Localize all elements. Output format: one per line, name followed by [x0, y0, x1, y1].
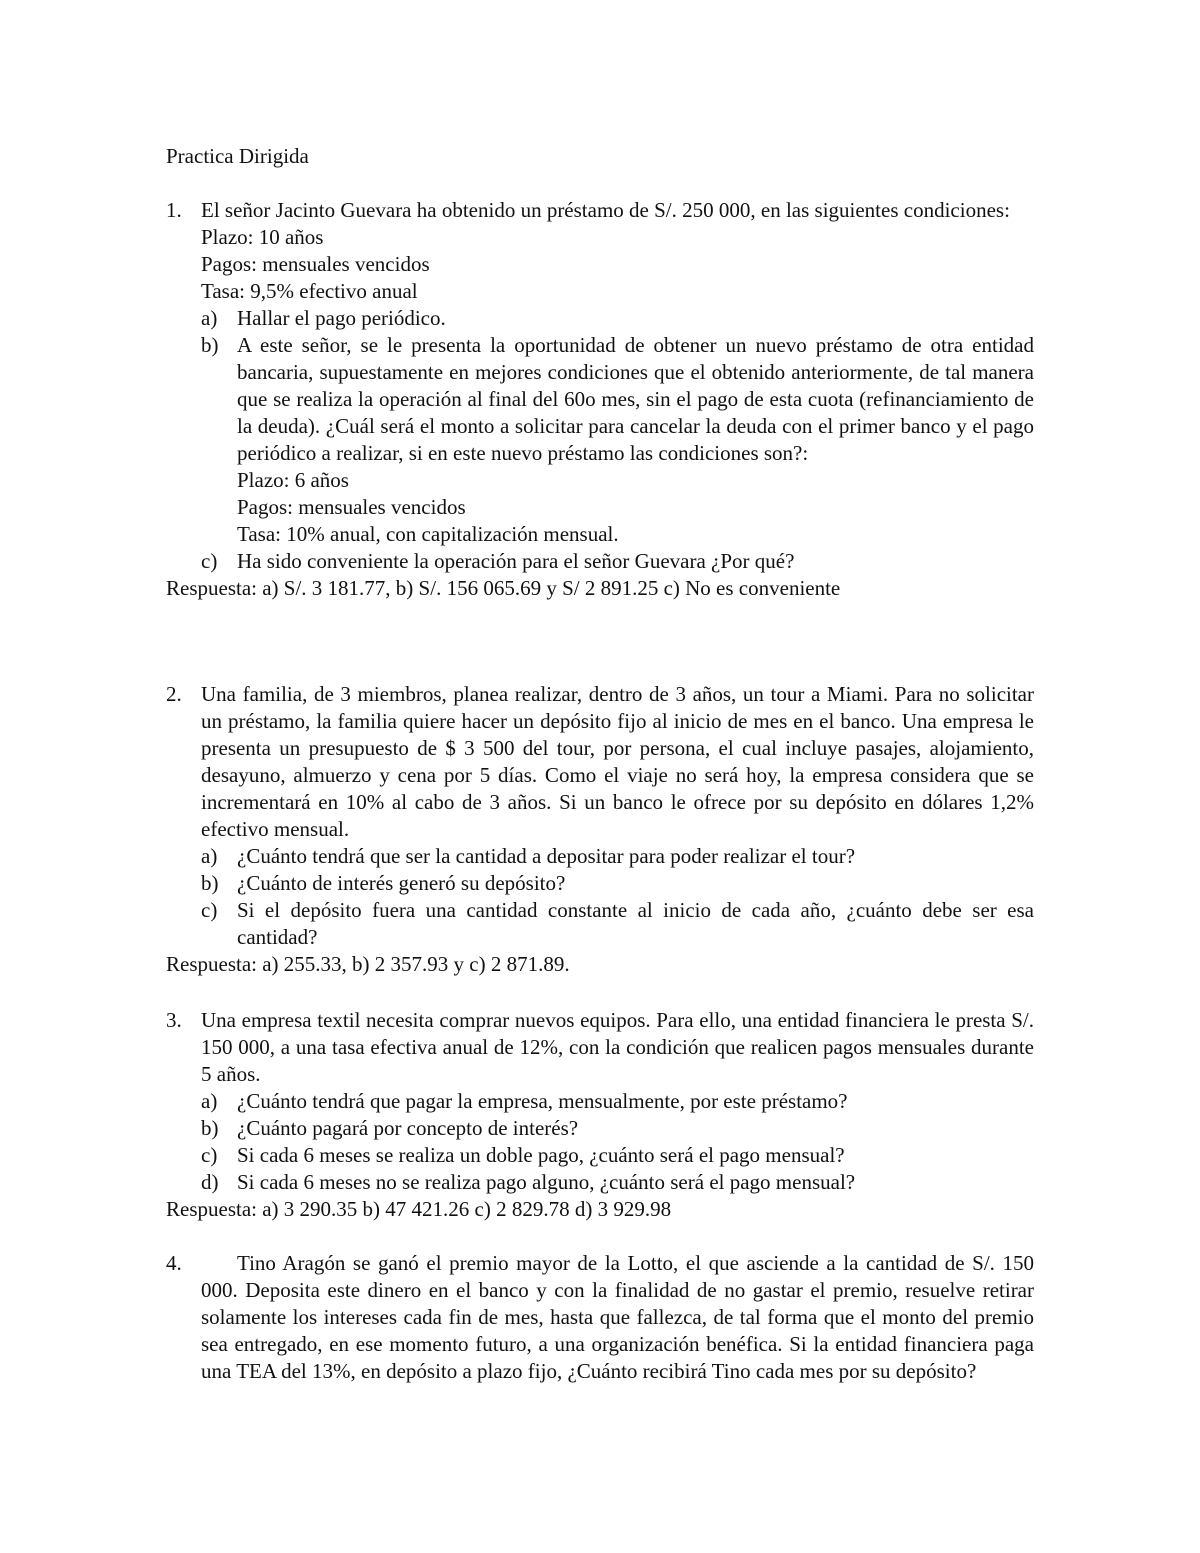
part-letter: d) [201, 1170, 219, 1194]
part-a [201, 305, 1034, 332]
part-b [201, 870, 1034, 897]
problem-3 [166, 1007, 1034, 1223]
problem-number: 3. [166, 1008, 182, 1032]
sub-condition: Tasa: 10% anual, con capitalización mensual. [237, 522, 619, 546]
problem-text: Una empresa textil necesita comprar nuevos equipos. Para ello, una entidad financiera le presta S/. 150 000, a una tasa efectiva anual de 12%, con la condición que realicen pagos mensuales durante 5 años. [201, 1008, 1034, 1086]
part-text: Si cada 6 meses se realiza un doble pago, ¿cuánto será el pago mensual? [237, 1143, 845, 1167]
part-a [201, 1088, 1034, 1115]
part-b [201, 1115, 1034, 1142]
part-a [201, 843, 1034, 870]
answer: Respuesta: a) S/. 3 181.77, b) S/. 156 065.69 y S/ 2 891.25 c) No es conveniente [166, 576, 841, 600]
part-letter: a) [201, 844, 218, 868]
part-letter: b) [201, 333, 219, 357]
condition: Pagos: mensuales vencidos [201, 252, 430, 276]
part-text: Si el depósito fuera una cantidad constante al inicio de cada año, ¿cuánto debe ser esa cantidad? [237, 898, 1034, 949]
part-letter: c) [201, 898, 218, 922]
part-text: ¿Cuánto tendrá que pagar la empresa, mensualmente, por este préstamo? [237, 1089, 848, 1113]
part-text: A este señor, se le presenta la oportunidad de obtener un nuevo préstamo de otra entidad bancaria, supuestamente en mejores condiciones que el obtenido anteriormente, de tal manera que se realiza la operación al final del 60o mes, sin el pago de esta cuota (refinanciamiento de la deuda). ¿Cuál será el monto a solicitar para cancelar la deuda con el primer banco y el pago periódico a realizar, si en este nuevo préstamo las condiciones son?: [237, 333, 1034, 465]
part-letter: c) [201, 549, 218, 573]
problem-number: 2. [166, 682, 182, 706]
document-title: Practica Dirigida [166, 144, 309, 168]
problem-2 [166, 681, 1034, 978]
condition: Tasa: 9,5% efectivo anual [201, 279, 418, 303]
problem-text: Una familia, de 3 miembros, planea realizar, dentro de 3 años, un tour a Miami. Para no solicitar un préstamo, la familia quiere hacer un depósito fijo al inicio de mes en el banco. Una empresa le presenta un presupuesto de $ 3 500 del tour, por persona, el cual incluye pasajes, alojamiento, desayuno, almuerzo y cena por 5 días. Como el viaje no será hoy, la empresa considera que se incrementará en 10% al cabo de 3 años. Si un banco le ofrece por su depósito en dólares 1,2% efectivo mensual. [201, 682, 1034, 841]
part-letter: b) [201, 1116, 219, 1140]
condition: Plazo: 10 años [201, 225, 324, 249]
part-letter: a) [201, 1089, 218, 1113]
problem-number: 1. [166, 198, 182, 222]
problem-text: El señor Jacinto Guevara ha obtenido un préstamo de S/. 250 000, en las siguientes condiciones: [201, 198, 1010, 222]
problem-1 [166, 197, 1034, 602]
part-text: Si cada 6 meses no se realiza pago alguno, ¿cuánto será el pago mensual? [237, 1170, 856, 1194]
problem-4 [166, 1250, 1034, 1385]
part-letter: b) [201, 871, 219, 895]
part-text: ¿Cuánto tendrá que ser la cantidad a depositar para poder realizar el tour? [237, 844, 856, 868]
sub-condition: Pagos: mensuales vencidos [237, 495, 466, 519]
part-text: Hallar el pago periódico. [237, 306, 446, 330]
problem-text: Tino Aragón se ganó el premio mayor de la Lotto, el que asciende a la cantidad de S/. 150 000. Deposita este dinero en el banco y con la finalidad de no gastar el premio, resuelve retirar solamente los intereses cada fin de mes, hasta que fallezca, de tal forma que el monto del premio sea entregado, en ese momento futuro, a una organización benéfica. Si la entidad financiera paga una TEA del 13%, en depósito a plazo fijo, ¿Cuánto recibirá Tino cada mes por su depósito? [201, 1251, 1034, 1383]
part-b [201, 332, 1034, 467]
part-text: ¿Cuánto de interés generó su depósito? [237, 871, 566, 895]
part-letter: a) [201, 306, 218, 330]
part-c [201, 897, 1034, 951]
part-text: Ha sido conveniente la operación para el señor Guevara ¿Por qué? [237, 549, 795, 573]
problem-number: 4. [166, 1251, 182, 1275]
part-letter: c) [201, 1143, 218, 1167]
sub-condition: Plazo: 6 años [237, 468, 349, 492]
part-d [201, 1169, 1034, 1196]
part-text: ¿Cuánto pagará por concepto de interés? [237, 1116, 579, 1140]
answer: Respuesta: a) 255.33, b) 2 357.93 y c) 2 871.89. [166, 952, 570, 976]
part-c [201, 1142, 1034, 1169]
answer: Respuesta: a) 3 290.35 b) 47 421.26 c) 2 829.78 d) 3 929.98 [166, 1197, 672, 1221]
part-c [201, 548, 1034, 575]
